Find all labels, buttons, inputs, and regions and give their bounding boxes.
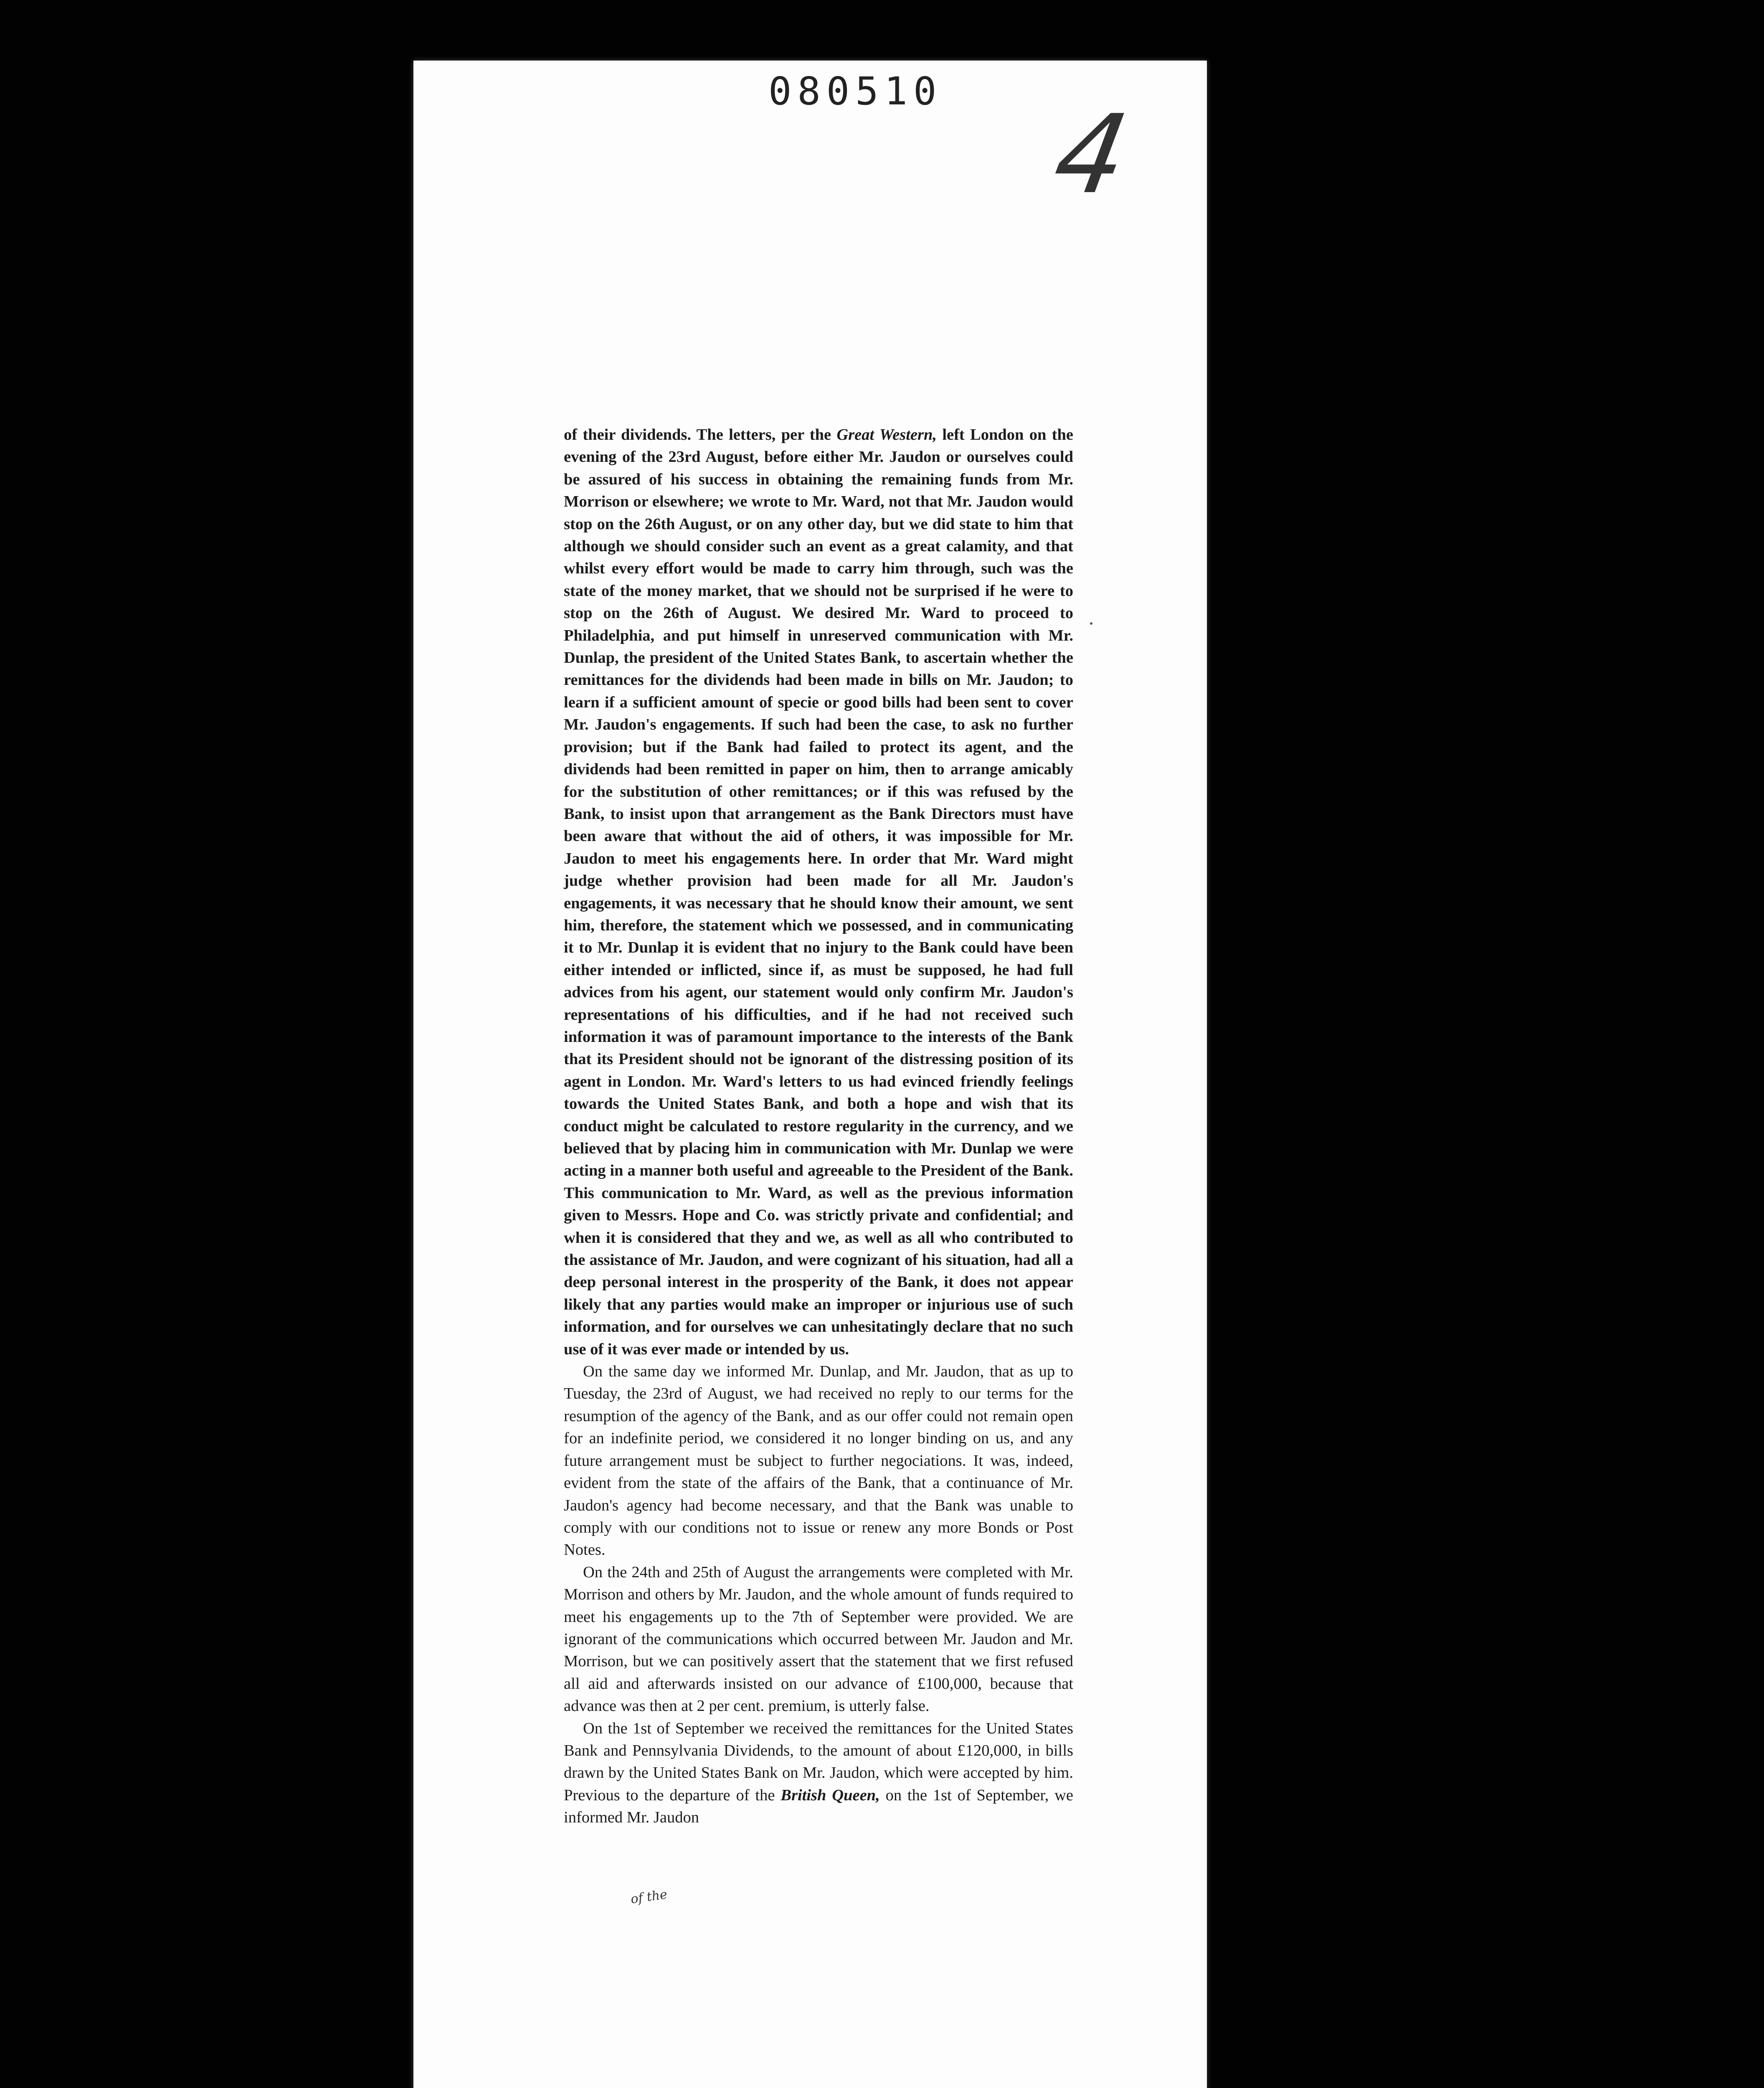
ink-mark <box>1090 622 1092 625</box>
paragraph: of their dividends. The letters, per the Great Western, left London on the evening of the 23rd August, before either Mr. Jaudon or ourselves could be assured of his success in obtaining the remaining funds from Mr. Morrison or elsewhere; we wrote to Mr. Ward, not that Mr. Jaudon would stop on the 26th August, or on any other day, but we did state to him that although we should consider such an event as a great calamity, and that whilst every effort would be made to carry him through, such was the state of the money market, that we should not be surprised if he were to stop on the 26th of August. We desired Mr. Ward to proceed to Philadelphia, and put himself in unreserved communication with Mr. Dunlap, the president of the United States Bank, to ascertain whether the remittances for the dividends had been made in bills on Mr. Jaudon; to learn if a sufficient amount of specie or good bills had been sent to cover Mr. Jaudon's engagements. If such had been the case, to ask no further provision; but if the Bank had failed to protect its agent, and the dividends had been remitted in paper on him, then to arrange amicably for the substitution of other remittances; or if this was refused by the Bank, to insist upon that arrangement as the Bank Directors must have been aware that without the aid of others, it was impossible for Mr. Jaudon to meet his engagements here. In order that Mr. Ward might judge whether provision had been made for all Mr. Jaudon's engagements, it was necessary that he should know their amount, we sent him, therefore, the statement which we possessed, and in communicating it to Mr. Dunlap it is evident that no injury to the Bank could have been either intended or inflicted, since if, as must be supposed, he had full advices from his agent, our statement would only confirm Mr. Jaudon's representations of his difficulties, and if he had not received such information it was of paramount importance to the interests of the Bank that its President should not be ignorant of the distressing position of its agent in London. Mr. Ward's letters to us had evinced friendly feelings towards the United States Bank, and both a hope and wish that its conduct might be calculated to restore regularity in the currency, and we believed that by placing him in communication with Mr. Dunlap we were acting in a manner both useful and agreeable to the President of the Bank. This communication to Mr. Ward, as well as the previous information given to Messrs. Hope and Co. was strictly private and confidential; and when it is considered that they and we, as well as all who contributed to the assistance of Mr. Jaudon, and were cognizant of his situation, had all a deep personal interest in the prosperity of the Bank, it does not appear likely that any parties would make an improper or injurious use of such information, and for ourselves we can unhesitatingly declare that no such use of it was ever made or intended by us. <box>564 426 1074 1358</box>
handwritten-annotation: of the <box>629 1887 668 1907</box>
paragraph: On the 1st of September we received the remittances for the United States Bank and Pennsylvania Dividends, to the amount of about £120,000, in bills drawn by the United States Bank on Mr. Jaudon, which were accepted by him. Previous to the departure of the British Queen, on the 1st of September, we informed Mr. Jaudon <box>564 1719 1073 1827</box>
ship-name: British Queen, <box>781 1786 880 1804</box>
body-text <box>564 424 1073 1829</box>
ship-name: Great Western, <box>836 426 937 443</box>
paragraph: On the 24th and 25th of August the arrangements were completed with Mr. Morrison and others by Mr. Jaudon, and the whole amount of funds required to meet his engagements up to the 7th of September were provided. We are ignorant of the communications which occurred between Mr. Jaudon and Mr. Morrison, but we can positively assert that the statement that we first refused all aid and afterwards insisted on our advance of £100,000, because that advance was then at 2 per cent. premium, is utterly false. <box>564 1563 1073 1715</box>
serial-number: 080510 <box>768 69 943 114</box>
folio-number: 4 <box>1045 92 1137 218</box>
document-page <box>413 61 1207 2088</box>
paragraph: On the same day we informed Mr. Dunlap, and Mr. Jaudon, that as up to Tuesday, the 23rd of August, we had received no reply to our terms for the resumption of the agency of the Bank, and as our offer could not remain open for an indefinite period, we considered it no longer binding on us, and any future arrangement must be subject to further negociations. It was, indeed, evident from the state of the affairs of the Bank, that a continuance of Mr. Jaudon's agency had become necessary, and that the Bank was unable to comply with our conditions not to issue or renew any more Bonds or Post Notes. <box>564 1363 1073 1559</box>
